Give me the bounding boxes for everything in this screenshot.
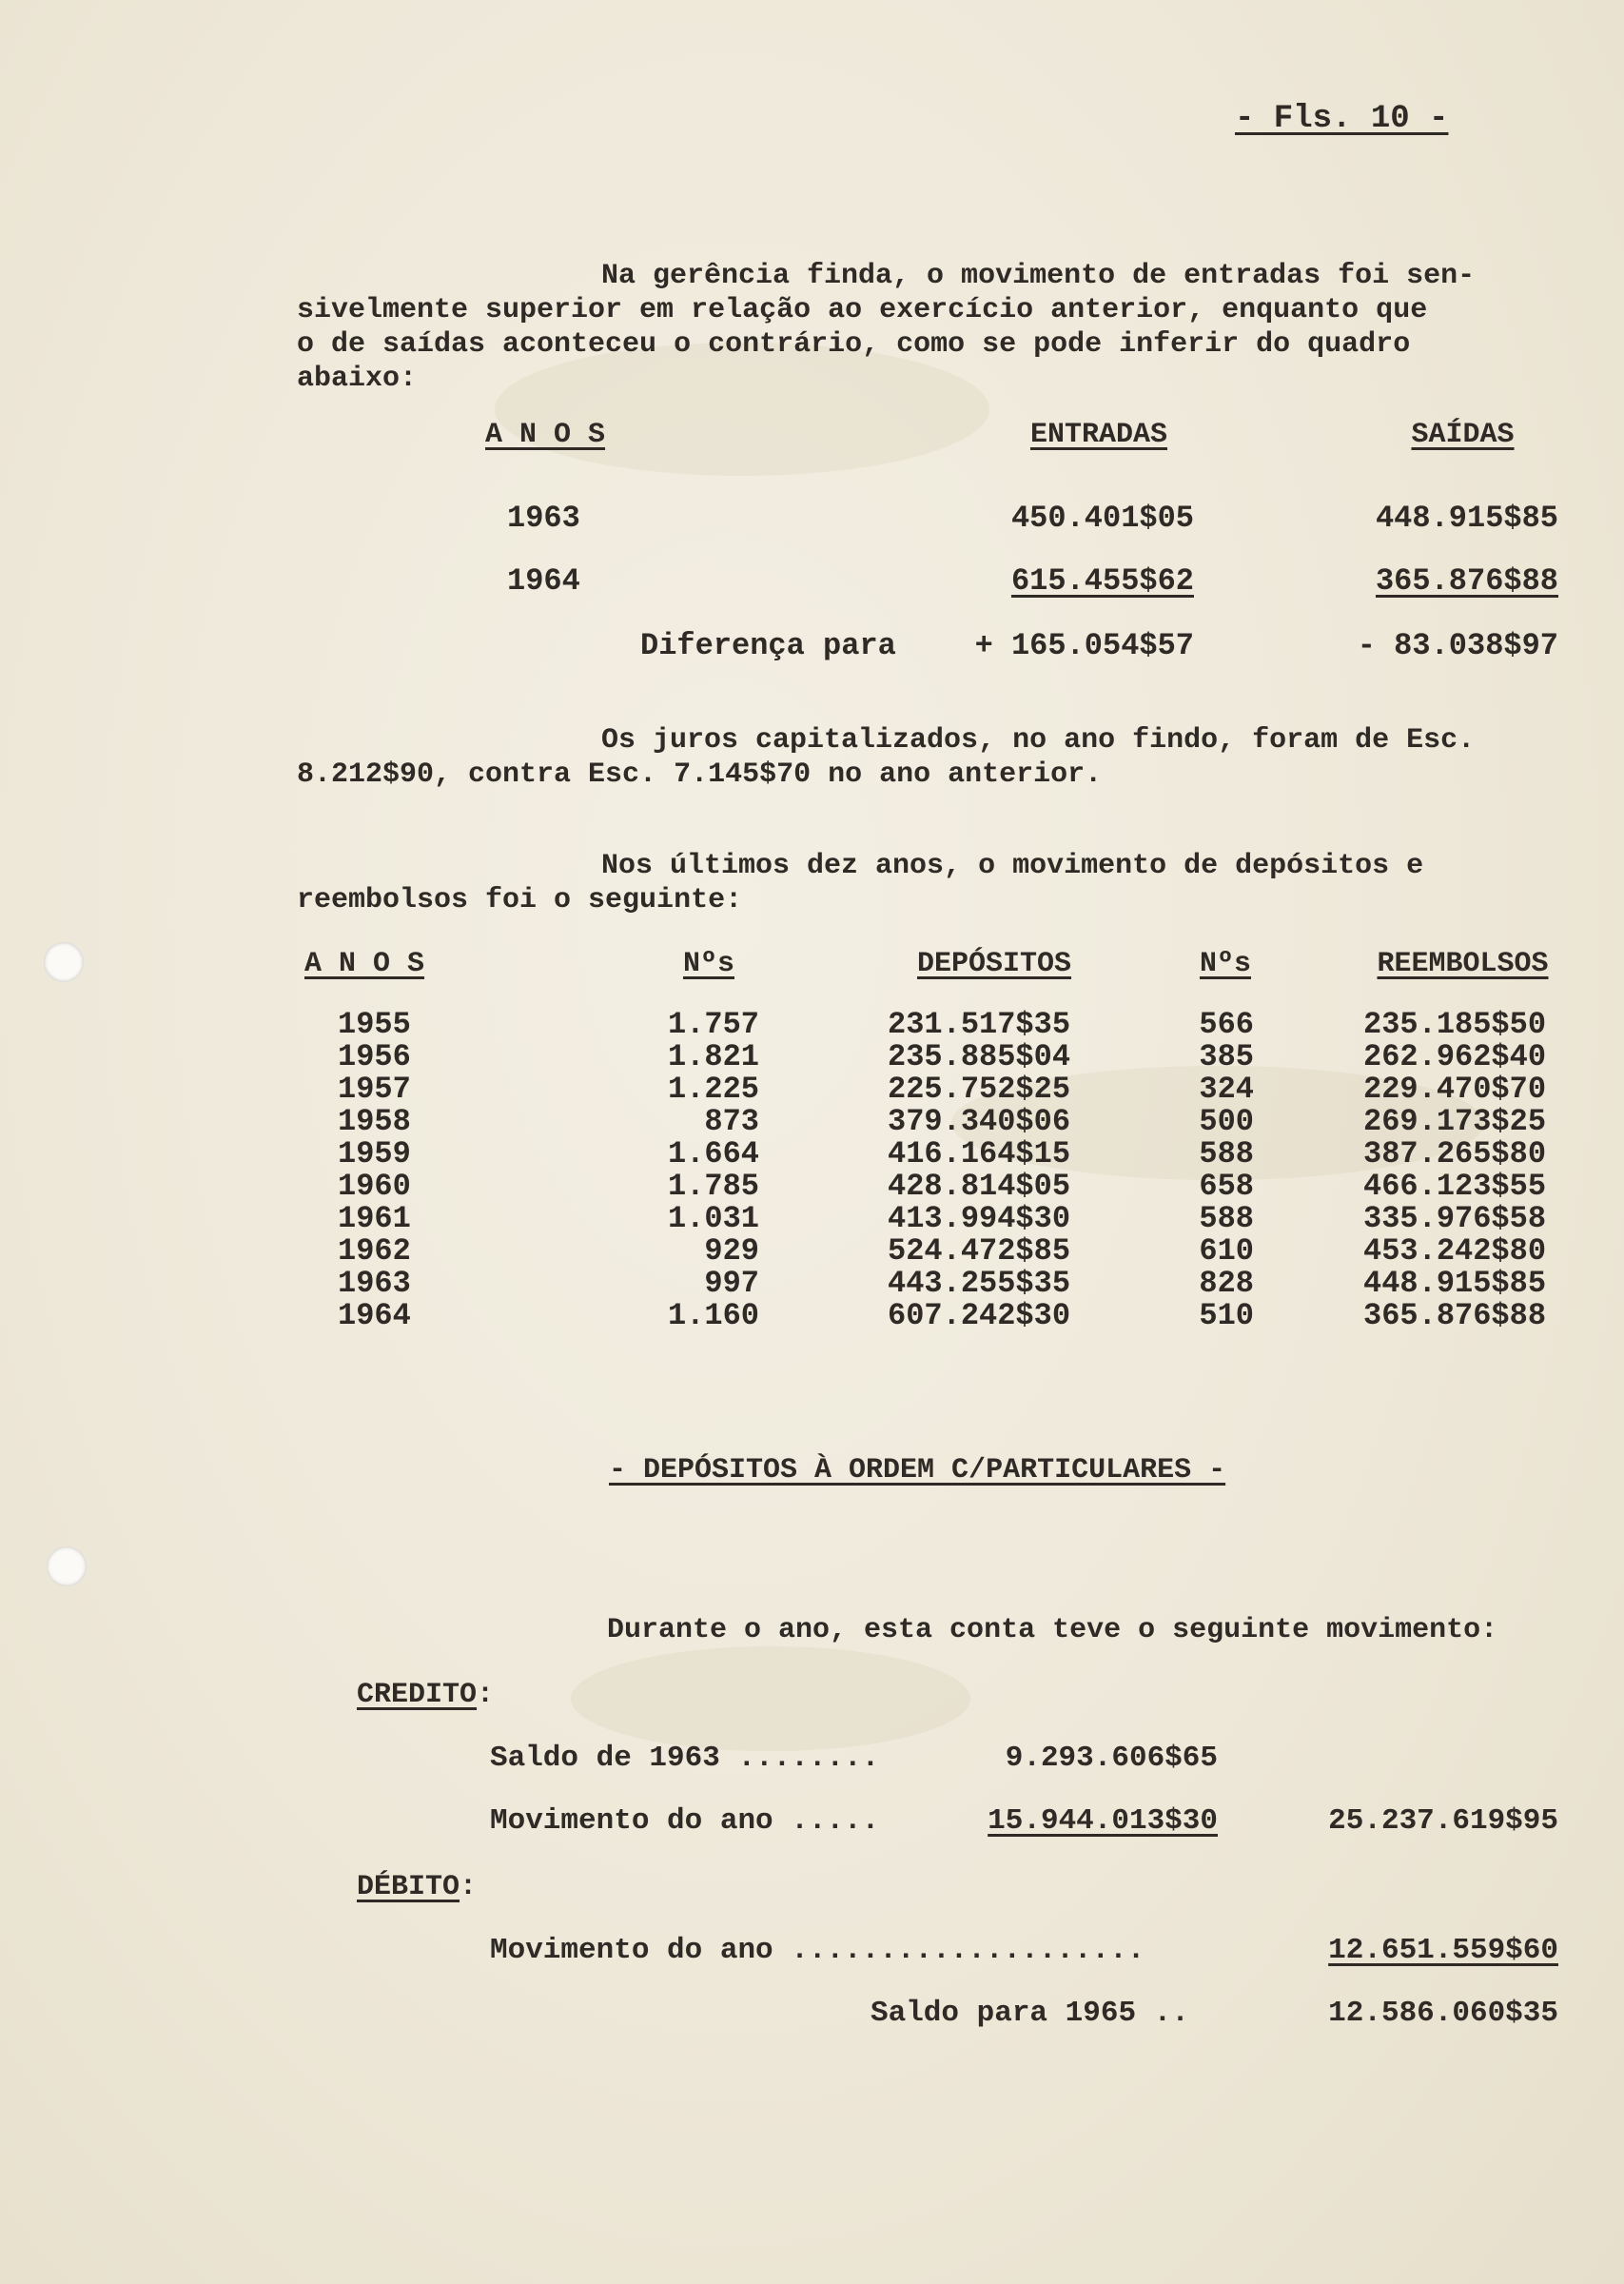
col-header-n-reembolsos: Nºs xyxy=(1199,948,1251,980)
credit-row-value: 9.293.606$65 xyxy=(1005,1742,1218,1775)
depositos-cell: 443.255$35 xyxy=(888,1266,1071,1301)
reembolsos-cell: 365.876$88 xyxy=(1363,1298,1547,1333)
year-cell: 1959 xyxy=(338,1136,411,1172)
col-header-anos: A N O S xyxy=(304,948,425,980)
n-depositos-cell: 1.664 xyxy=(667,1136,759,1172)
difference-saidas: - 83.038$97 xyxy=(1357,628,1558,663)
reembolsos-cell: 448.915$85 xyxy=(1363,1266,1547,1301)
col-header-depositos: DEPÓSITOS xyxy=(916,948,1072,980)
debit-heading xyxy=(357,1871,477,1903)
depositos-cell: 416.164$15 xyxy=(888,1136,1071,1172)
n-reembolsos-cell: 610 xyxy=(1199,1233,1254,1269)
depositos-cell: 231.517$35 xyxy=(888,1007,1071,1042)
n-depositos-cell: 1.031 xyxy=(667,1201,759,1236)
intro-paragraph xyxy=(297,259,1586,396)
n-depositos-cell: 997 xyxy=(704,1266,759,1301)
years-column xyxy=(338,1009,411,1332)
credit-row-value: 15.944.013$30 xyxy=(988,1804,1218,1838)
year-cell: 1957 xyxy=(338,1072,411,1107)
credit-row-label: Saldo de 1963 ........ xyxy=(490,1742,880,1775)
year-cell: 1956 xyxy=(338,1039,411,1074)
difference-label: Diferença para xyxy=(640,628,896,663)
reembolsos-cell: 262.962$40 xyxy=(1363,1039,1547,1074)
punch-hole xyxy=(47,1546,87,1586)
year-cell: 1961 xyxy=(338,1201,411,1236)
difference-entradas: + 165.054$57 xyxy=(974,628,1194,663)
debit-movement-value: 12.651.559$60 xyxy=(1328,1934,1558,1967)
n-depositos-cell: 873 xyxy=(704,1104,759,1139)
ten-years-paragraph xyxy=(297,849,1586,917)
n-reembolsos-cell: 588 xyxy=(1199,1201,1254,1236)
credit-total: 25.237.619$95 xyxy=(1328,1804,1558,1838)
year-cell: 1955 xyxy=(338,1007,411,1042)
credit-label: CREDITO xyxy=(357,1679,478,1711)
n-depositos-cell: 929 xyxy=(704,1233,759,1269)
depositos-cell: 524.472$85 xyxy=(888,1233,1071,1269)
depositos-cell: 413.994$30 xyxy=(888,1201,1071,1236)
credit-colon: : xyxy=(477,1679,495,1711)
saidas-cell: 448.915$85 xyxy=(1375,501,1558,536)
depositos-cell: 235.885$04 xyxy=(888,1039,1071,1074)
col-header-entradas: ENTRADAS xyxy=(1029,419,1168,451)
credit-heading xyxy=(357,1679,494,1711)
reembolsos-cell: 466.123$55 xyxy=(1363,1169,1547,1204)
n-reembolsos-cell: 324 xyxy=(1199,1072,1254,1107)
n-reembolsos-cell: 828 xyxy=(1199,1266,1254,1301)
year-cell: 1964 xyxy=(507,563,580,599)
reembolsos-cell: 387.265$80 xyxy=(1363,1136,1547,1172)
year-cell: 1962 xyxy=(338,1233,411,1269)
n-reembolsos-cell: 588 xyxy=(1199,1136,1254,1172)
depositos-cell: 428.814$05 xyxy=(888,1169,1071,1204)
paragraph-line: 8.212$90, contra Esc. 7.145$70 no ano anterior. xyxy=(297,758,1103,791)
year-cell: 1960 xyxy=(338,1169,411,1204)
paragraph-line: Os juros capitalizados, no ano findo, foram de Esc. xyxy=(601,724,1476,757)
paragraph-line: reembolsos foi o seguinte: xyxy=(297,884,743,916)
debit-movement-label: Movimento do ano .................... xyxy=(490,1934,1145,1967)
col-header-n-depositos: Nºs xyxy=(682,948,734,980)
depositos-cell: 607.242$30 xyxy=(888,1298,1071,1333)
interest-paragraph xyxy=(297,723,1586,792)
year-cell: 1958 xyxy=(338,1104,411,1139)
paragraph-line: o de saídas aconteceu o contrário, como se pode inferir do quadro xyxy=(297,328,1411,361)
credit-row-label: Movimento do ano ..... xyxy=(490,1804,880,1838)
reembolsos-cell: 335.976$58 xyxy=(1363,1201,1547,1236)
n-depositos-cell: 1.785 xyxy=(667,1169,759,1204)
n-depositos-column xyxy=(628,1009,759,1332)
year-cell: 1964 xyxy=(338,1298,411,1333)
debit-colon: : xyxy=(460,1871,478,1903)
depositos-cell: 225.752$25 xyxy=(888,1072,1071,1107)
year-cell: 1963 xyxy=(507,501,580,536)
n-reembolsos-cell: 566 xyxy=(1199,1007,1254,1042)
n-reembolsos-cell: 500 xyxy=(1199,1104,1254,1139)
saidas-cell: 365.876$88 xyxy=(1375,563,1558,599)
n-depositos-cell: 1.225 xyxy=(667,1072,759,1107)
reembolsos-column xyxy=(1363,1009,1546,1332)
reembolsos-cell: 453.242$80 xyxy=(1363,1233,1547,1269)
debit-label: DÉBITO xyxy=(357,1871,460,1903)
section-title: - DEPÓSITOS À ORDEM C/PARTICULARES - xyxy=(609,1454,1226,1487)
n-reembolsos-cell: 385 xyxy=(1199,1039,1254,1074)
n-reembolsos-cell: 658 xyxy=(1199,1169,1254,1204)
entradas-cell: 615.455$62 xyxy=(1010,563,1194,599)
balance-label: Saldo para 1965 .. xyxy=(871,1997,1189,2030)
col-header-anos: A N O S xyxy=(485,419,606,451)
depositos-column xyxy=(888,1009,1070,1332)
depositos-cell: 379.340$06 xyxy=(888,1104,1071,1139)
paragraph-line: sivelmente superior em relação ao exercício anterior, enquanto que xyxy=(297,294,1428,326)
paragraph-line: Na gerência finda, o movimento de entradas foi sen- xyxy=(601,260,1476,292)
paragraph-line: Nos últimos dez anos, o movimento de depósitos e xyxy=(601,850,1424,882)
reembolsos-cell: 269.173$25 xyxy=(1363,1104,1547,1139)
paragraph-line: abaixo: xyxy=(297,363,418,395)
folio-number: - Fls. 10 - xyxy=(1235,101,1449,137)
col-header-reembolsos: REEMBOLSOS xyxy=(1377,948,1549,980)
n-depositos-cell: 1.757 xyxy=(667,1007,759,1042)
col-header-saidas: SAÍDAS xyxy=(1411,419,1515,451)
n-reembolsos-cell: 510 xyxy=(1199,1298,1254,1333)
paper-stain xyxy=(571,1646,970,1751)
punch-hole xyxy=(44,942,84,982)
entradas-cell: 450.401$05 xyxy=(1010,501,1194,536)
n-depositos-cell: 1.821 xyxy=(667,1039,759,1074)
n-reembolsos-column xyxy=(1168,1009,1254,1332)
account-intro: Durante o ano, esta conta teve o seguinte movimento: xyxy=(607,1614,1498,1646)
reembolsos-cell: 235.185$50 xyxy=(1363,1007,1547,1042)
reembolsos-cell: 229.470$70 xyxy=(1363,1072,1547,1107)
balance-value: 12.586.060$35 xyxy=(1328,1997,1558,2030)
n-depositos-cell: 1.160 xyxy=(667,1298,759,1333)
year-cell: 1963 xyxy=(338,1266,411,1301)
